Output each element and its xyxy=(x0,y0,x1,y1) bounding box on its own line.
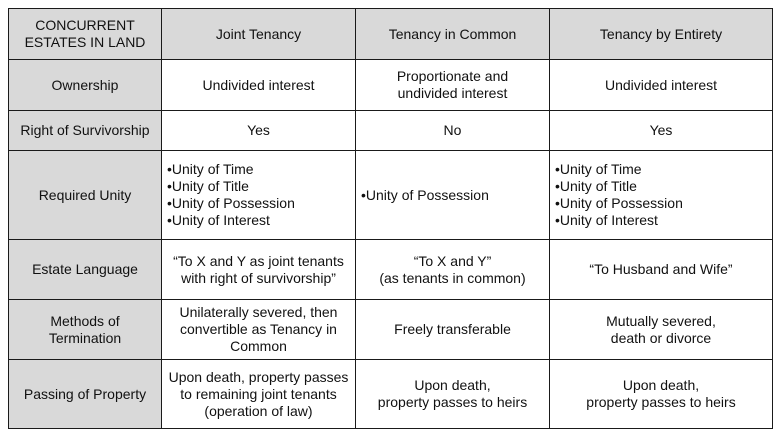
cell-ownership-entirety: Undivided interest xyxy=(550,60,773,111)
cell-unity-joint xyxy=(162,151,356,240)
cell-unity-common xyxy=(356,151,550,240)
cell-unity-entirety xyxy=(550,151,773,240)
row-label-estate-language: Estate Language xyxy=(9,240,162,300)
row-passing xyxy=(9,360,773,429)
list-item: • Unity of Interest xyxy=(167,212,349,229)
corner-header: CONCURRENT ESTATES IN LAND xyxy=(9,9,162,60)
cell-language-joint: “To X and Y as joint tenants with right of survivorship” xyxy=(162,240,356,300)
cell-termination-common: Freely transferable xyxy=(356,300,550,360)
row-estate-language xyxy=(9,240,773,300)
list-item: • Unity of Interest xyxy=(555,212,766,229)
list-item: • Unity of Time xyxy=(555,161,766,178)
header-row xyxy=(9,9,773,60)
row-required-unity xyxy=(9,151,773,240)
cell-survivorship-common: No xyxy=(356,111,550,151)
concurrent-estates-table xyxy=(8,8,773,429)
cell-passing-common: Upon death, property passes to heirs xyxy=(356,360,550,429)
list-item: • Unity of Time xyxy=(167,161,349,178)
cell-survivorship-joint: Yes xyxy=(162,111,356,151)
cell-passing-entirety: Upon death, property passes to heirs xyxy=(550,360,773,429)
cell-ownership-joint: Undivided interest xyxy=(162,60,356,111)
column-header-tenancy-in-common: Tenancy in Common xyxy=(356,9,550,60)
row-ownership xyxy=(9,60,773,111)
list-item: • Unity of Title xyxy=(555,178,766,195)
cell-language-common: “To X and Y” (as tenants in common) xyxy=(356,240,550,300)
row-survivorship xyxy=(9,111,773,151)
row-label-ownership: Ownership xyxy=(9,60,162,111)
column-header-tenancy-by-entirety: Tenancy by Entirety xyxy=(550,9,773,60)
cell-passing-joint: Upon death, property passes to remaining joint tenants (operation of law) xyxy=(162,360,356,429)
unity-list-joint xyxy=(167,161,349,229)
list-item: • Unity of Possession xyxy=(361,187,543,204)
list-item: • Unity of Possession xyxy=(555,195,766,212)
row-label-survivorship: Right of Survivorship xyxy=(9,111,162,151)
row-label-passing: Passing of Property xyxy=(9,360,162,429)
row-label-termination: Methods of Termination xyxy=(9,300,162,360)
cell-ownership-common: Proportionate and undivided interest xyxy=(356,60,550,111)
list-item: • Unity of Title xyxy=(167,178,349,195)
row-termination xyxy=(9,300,773,360)
cell-termination-joint: Unilaterally severed, then convertible as Tenancy in Common xyxy=(162,300,356,360)
row-label-required-unity: Required Unity xyxy=(9,151,162,240)
column-header-joint-tenancy: Joint Tenancy xyxy=(162,9,356,60)
cell-survivorship-entirety: Yes xyxy=(550,111,773,151)
cell-language-entirety: “To Husband and Wife” xyxy=(550,240,773,300)
list-item: • Unity of Possession xyxy=(167,195,349,212)
unity-list-entirety xyxy=(555,161,766,229)
cell-termination-entirety: Mutually severed, death or divorce xyxy=(550,300,773,360)
